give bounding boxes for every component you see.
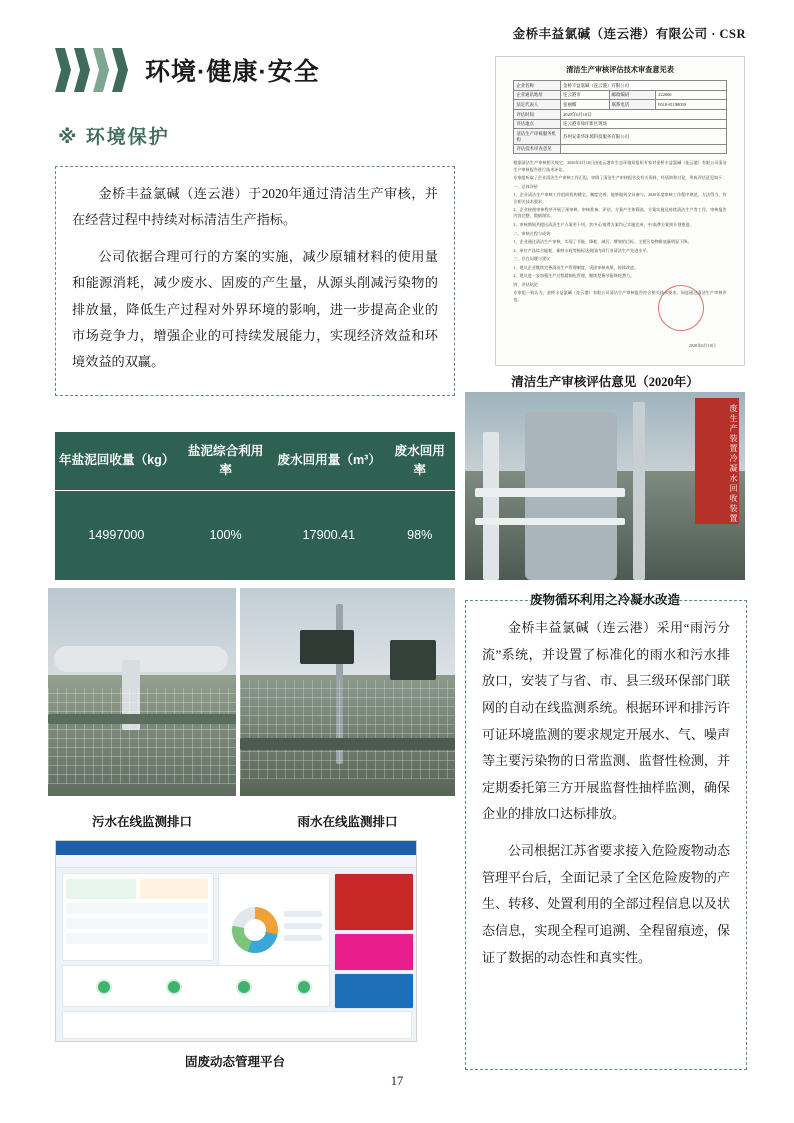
certificate-row: 评估地点 连云港市徐圩新区现场 <box>514 119 726 129</box>
certificate-row: 评估时间 2020年6月10日 <box>514 110 726 120</box>
table-column-header: 年盐泥回收量（kg） <box>55 432 178 490</box>
certificate-row: 企业通讯地址 连云港市 邮政编码 222000 <box>514 90 726 100</box>
intro-paragraph-1: 金桥丰益氯碱（连云港）于2020年通过清洁生产审核，并在经营过程中持续对标清洁生产指标。 <box>72 186 438 228</box>
table-cell: 98% <box>384 490 455 580</box>
condensate-photo <box>465 392 745 580</box>
chevron-decor-icon <box>55 48 131 92</box>
certificate-body-line: 2、建议进一步加强生产过程精细化管理，继续挖掘节能降耗潜力。 <box>513 273 635 279</box>
condensate-caption: 废物循环利用之冷凝水改造 <box>529 593 680 607</box>
certificate-body <box>513 160 726 303</box>
table-column-header: 废水回用率 <box>384 432 455 490</box>
certificate-body-line: 专家组听取了企业清洁生产审核工作汇报，审阅了清洁生产审核报告及有关资料，经质询和讨论，形成评估意见如下： <box>513 175 727 181</box>
page-title: 环境·健康·安全 <box>145 58 320 86</box>
certificate-caption: 清洁生产审核评估意见（2020年） <box>511 375 699 389</box>
certificate-image <box>495 56 745 366</box>
certificate-row: 法定代表人 张丽娜 联系电话 0518-81198050 <box>514 100 726 110</box>
certificate-body-line: 2、单位产品综合能耗、新鲜水耗等指标达到国内同行业清洁生产先进水平。 <box>513 247 651 253</box>
certificate-body-line: 根据清洁生产审核相关规定，2020年6月10日由连云港市生态环境局组织专家对金桥丰益氯碱（连云港）有限公司清洁生产审核报告进行技术评估。 <box>513 160 727 172</box>
certificate-title: 清洁生产审核评估技术审查意见表 <box>566 66 674 74</box>
certificate-body-line: 2、企业按照审核程序开展了预审核、审核准备、评估、方案产生和筛选、方案实施及持续清洁生产等工作，审核报告内容完整、数据翔实。 <box>513 207 727 219</box>
certificate-body-line: 专家组一致认为，金桥丰益氯碱（连云港）有限公司清洁生产审核报告符合相关技术要求，同意通过清洁生产审核评估。 <box>513 290 727 302</box>
right-text-box <box>465 600 747 1070</box>
certificate-sign-date: 2020年6月10日 <box>688 343 716 348</box>
right-paragraph-1: 金桥丰益氯碱（连云港）采用“雨污分流”系统，并设置了标准化的雨水和污水排放口，安装了与省、市、县三级环保部门联网的自动在线监测系统。根据环评和排污许可证环境监测的要求规定开展水、气、噪声等主要污染物的日常监测、监督性检测，并定期委托第三方开展监督性抽样监测，确保企业的排放口达标排放。 <box>482 620 730 822</box>
certificate-body-line: 1、建议企业继续完善清洁生产管理制度，巩固审核成果，持续改进。 <box>513 264 639 270</box>
section-title: ※ 环境保护 <box>58 127 170 148</box>
solid-waste-platform-screenshot <box>55 840 417 1042</box>
rain-caption: 雨水在线监测排口 <box>297 815 398 829</box>
table-row <box>55 490 455 580</box>
certificate-body-line: 1、企业清洁生产审核工作组织机构健全，制度完善，能够做到全员参与，2020年度审核工作程序规范、方法得当、符合相关技术要求。 <box>513 192 727 204</box>
page-number: 17 <box>390 1074 404 1088</box>
table-cell: 17900.41 <box>273 490 384 580</box>
certificate-body-line: 1、企业通过清洁生产审核，实现了节能、降耗、减污、增效的目标，主要污染物排放量明显下降。 <box>513 239 692 245</box>
environment-data-table <box>55 432 455 580</box>
platform-caption: 固废动态管理平台 <box>184 1055 285 1069</box>
sewage-caption: 污水在线监测排口 <box>91 815 192 829</box>
table-column-header: 盐泥综合利用率 <box>178 432 274 490</box>
table-header-row <box>55 432 455 490</box>
certificate-body-line: 一、总体评价 <box>513 183 538 189</box>
table-cell: 100% <box>178 490 274 580</box>
rain-monitor-photo <box>240 588 455 796</box>
page-title-row <box>55 48 320 92</box>
condensate-banner-text: 废生产装置冷凝水回收装置 <box>695 398 739 524</box>
certificate-body-line: 四、评估结论 <box>513 281 538 287</box>
certificate-row: 评估技术审查意见 <box>514 144 726 154</box>
certificate-body-line: 二、审核过程与成效 <box>513 230 551 236</box>
intro-paragraph-2: 公司依据合理可行的方案的实施，减少原辅材料的使用量和能源消耗，减少废水、固废的产生量，从源头削减污染物的排放量，降低生产过程对外界环境的影响，进一步提高企业的市场竞争力，增强企业的可持续发展能力，实现经济效益和环境效益的双赢。 <box>72 248 438 370</box>
certificate-body-line: 3、审核期间共提出清洁生产方案若干项，其中无/低费方案均已实施完成，中/高费方案按计划推进。 <box>513 222 694 227</box>
certificate-row: 清洁生产审核服务机构 苏州安诺华环境科技服务有限公司 <box>514 129 726 144</box>
intro-text-box <box>55 166 455 396</box>
certificate-table <box>513 80 726 154</box>
right-paragraph-2: 公司根据江苏省要求接入危险废物动态管理平台后，全面记录了全区危险废物的产生、转移、处置利用的全部过程信息以及状态信息，实现全程可追溯、全程留痕迹，保证了数据的动态性和真实性。 <box>482 843 730 965</box>
table-cell: 14997000 <box>55 490 178 580</box>
document-header: 金桥丰益氯碱（连云港）有限公司 · CSR <box>512 27 746 41</box>
certificate-row: 企业名称 金桥丰益氯碱（连云港）有限公司 <box>514 81 726 91</box>
certificate-body-line: 三、存在问题与建议 <box>513 256 551 262</box>
table-column-header: 废水回用量（m³） <box>273 432 384 490</box>
sewage-monitor-photo <box>48 588 236 796</box>
